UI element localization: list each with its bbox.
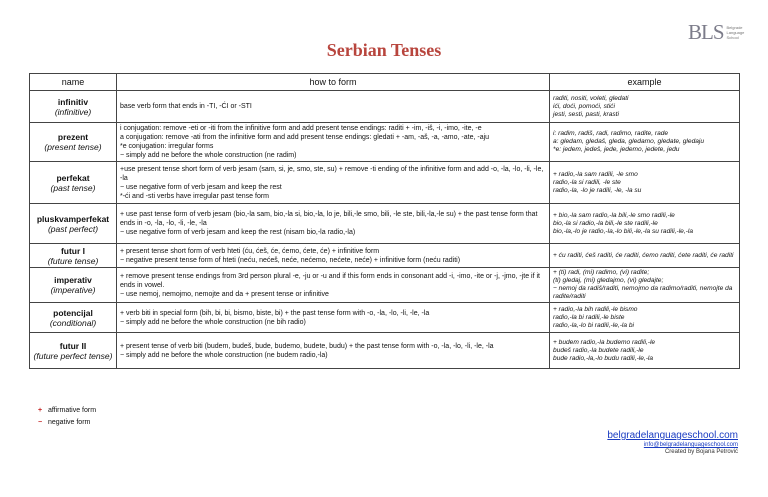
legend-negative-label: negative form: [47, 419, 91, 426]
example-line: a: gledam, gledaš, gleda, gledamo, gledate, gledaju: [553, 138, 705, 145]
how-to-form-cell: [117, 244, 550, 268]
how-to-form-cell: [117, 123, 550, 162]
tense-name: imperativ: [54, 275, 92, 285]
tense-name: prezent: [57, 132, 89, 142]
example-line: bude radio,-la,-lo budu radili,-le,-la: [553, 354, 654, 362]
rule-line: + present tense short form of verb hteti (ću, ćeš, će, ćemo, ćete, će) + infinitive form: [120, 247, 380, 255]
example-line: + (ti) radi, (mi) radimo, (vi) radite;: [553, 269, 650, 276]
header-how: how to form: [117, 74, 550, 91]
table-row: [30, 91, 740, 123]
footer: [607, 430, 738, 456]
tense-name-cell: [30, 123, 117, 162]
example-line: raditi, nositi, voleti, gledati: [553, 94, 629, 102]
rule-line: − simply add ne before the whole construction (ne bih radio): [120, 318, 306, 326]
tense-english-name: (conditional): [49, 317, 97, 328]
tense-name-cell: [30, 244, 117, 268]
tense-name-cell: [30, 204, 117, 244]
tense-english-name: (past perfect): [47, 223, 99, 234]
table-row: [30, 123, 740, 162]
rule-line: + remove present tense endings from 3rd person plural -e, -ju or -u and if this form ends in consonant add -i, -imo, -ite or -j, -jmo, -jte if it ends in vowel.: [120, 272, 540, 289]
table-row: [30, 162, 740, 204]
table-row: [30, 268, 740, 303]
rule-line: + present tense of verb biti (budem, budeš, bude, budemo, budete, budu) + the past tense form with -o, -la, -lo, -li, -le, -la: [120, 342, 494, 350]
legend-negative: [38, 417, 96, 429]
tense-name: infinitiv: [57, 96, 89, 107]
table-row: [30, 303, 740, 333]
example-line: radio,-la bi radili,-le biste: [553, 313, 625, 321]
example-line: radio,-la, -lo je radili, -le, -la su: [553, 186, 642, 194]
example-line: (ti) gledaj, (mi) gledajmo, (vi) gledajte;: [553, 277, 664, 284]
logo-subtitle: Belgrade Language School: [726, 25, 745, 40]
tense-name-cell: [30, 162, 117, 204]
header-name: name: [30, 74, 117, 91]
rule-line: − use negative form of verb jesam and keep the rest (nisam bio,-la radio,-la): [120, 229, 356, 236]
example-line: + ću raditi, ćeš raditi, će raditi, ćemo raditi, ćete raditi, će raditi: [553, 251, 734, 259]
tense-name: futur I: [60, 245, 86, 256]
example-line: − nemoj da radiš/raditi, nemojmo da radimo/raditi, nemojte da radite/raditi: [553, 285, 733, 300]
how-to-form-cell: [117, 333, 550, 369]
rule-line: + verb biti in special form (bih, bi, bi, bismo, biste, bi) + the past tense form with -o, -la, -lo, -li, -le, -la: [120, 309, 430, 317]
rule-line: − use negative form of verb jesam and keep the rest: [120, 183, 282, 191]
how-to-form-cell: [117, 91, 550, 123]
tense-name-cell: [30, 303, 117, 333]
example-cell: [550, 204, 740, 244]
rule-line: i conjugation: remove -eti or -iti from the infinitive form and add present tense endings: raditi + -im, -iš, -i, -imo, -ite, -e: [120, 125, 482, 132]
example-line: radio,-la si radili, -le ste: [553, 178, 621, 186]
example-line: + radio,-la sam radili, -le smo: [553, 170, 638, 178]
tense-name: perfekat: [56, 172, 90, 183]
credit-text: Created by Bojana Petrović: [664, 449, 738, 455]
example-cell: [550, 244, 740, 268]
legend: [38, 405, 96, 429]
how-to-form-cell: [117, 303, 550, 333]
table-header-row: [30, 74, 740, 91]
tense-name: potencijal: [53, 307, 93, 318]
example-line: + budem radio,-la budemo radili,-le: [553, 338, 656, 346]
table-row: [30, 244, 740, 268]
tenses-table: [29, 73, 740, 369]
example-line: radio,-la,-lo bi radili,-le,-la bi: [553, 321, 634, 329]
rule-line: − use nemoj, nemojmo, nemojte and da + present tense or infinitive: [120, 290, 329, 298]
example-cell: [550, 162, 740, 204]
example-cell: [550, 123, 740, 162]
how-to-form-cell: [117, 162, 550, 204]
tense-english-name: (past tense): [50, 182, 96, 193]
example-line: i: radim, radiš, radi, radimo, radite, rade: [553, 130, 669, 137]
rule-line: − simply add ne before the whole construction (ne budem radio,-la): [120, 351, 328, 359]
example-line: *e: jedem, jedeš, jede, jedemo, jedete, jedu: [553, 146, 680, 153]
example-cell: [550, 303, 740, 333]
example-cell: [550, 333, 740, 369]
tense-name-cell: [30, 91, 117, 123]
rule-line: +use present tense short form of verb jesam (sam, si, je, smo, ste, su) + remove -ti ending of the infinitive form and add -o, -la, -lo, -li, -le, -la: [120, 165, 544, 182]
rule-line: a conjugation: remove -ati from the infinitive form and add present tense endings: gledati + -am, -aš, -a, -amo, -ate, -aju: [120, 134, 490, 141]
tense-english-name: (present tense): [44, 142, 102, 152]
email-link[interactable]: info@belgradelanguageschool.com: [643, 442, 738, 448]
tense-english-name: (imperative): [50, 285, 96, 295]
tense-english-name: (future tense): [47, 255, 99, 266]
tense-name: futur II: [59, 340, 87, 351]
rule-line: base verb form that ends in -TI, -ĆI or -STI: [120, 103, 252, 110]
tense-english-name: (future perfect tense): [33, 350, 113, 361]
tense-english-name: (infinitive): [54, 106, 92, 117]
minus-symbol: −: [38, 419, 43, 426]
tense-name-cell: [30, 333, 117, 369]
plus-symbol: +: [38, 407, 43, 414]
legend-affirmative: [38, 405, 96, 417]
rule-line: − simply add ne before the whole construction (ne radim): [120, 152, 297, 159]
example-line: + bio,-la sam radio,-la bili,-le smo radili,-le: [553, 211, 675, 219]
table-row: [30, 204, 740, 244]
tense-name: pluskvamperfekat: [36, 213, 110, 224]
how-to-form-cell: [117, 268, 550, 303]
example-line: bio,-la si radio,-la bili,-le ste radili,-le: [553, 219, 658, 227]
example-line: jesti, sesti, pasti, krasti: [553, 110, 619, 118]
example-cell: [550, 268, 740, 303]
example-line: + radio,-la bih radili,-le bismo: [553, 305, 638, 313]
example-line: ići, doći, pomoći, stići: [553, 102, 615, 110]
how-to-form-cell: [117, 204, 550, 244]
tense-name-cell: [30, 268, 117, 303]
rule-line: − negative present tense form of hteti (neću, nećeš, neće, nećemo, nećete, neće) + infinitive form (neću raditi): [120, 256, 461, 264]
legend-affirmative-label: affirmative form: [47, 407, 97, 414]
rule-line: *-ći and -sti verbs have irregular past tense form: [120, 192, 270, 200]
header-example: example: [550, 74, 740, 91]
example-line: budeš radio,-la budete radili,-le: [553, 346, 644, 354]
page-title: Serbian Tenses: [326, 40, 442, 60]
example-cell: [550, 91, 740, 123]
website-link[interactable]: belgradelanguageschool.com: [607, 430, 738, 441]
rule-line: *e conjugation: irregular forms: [120, 143, 214, 150]
rule-line: + use past tense form of verb jesam (bio,-la sam, bio,-la si, bio,-la, lo je, bili,-le smo, bili, -le ste, bili,-la,-le su) + the past tense form that ends in -o, -la, -lo, -li, -le, -la: [120, 211, 538, 227]
table-row: [30, 333, 740, 369]
example-line: bio,-la,-lo je radio,-la,-lo bili,-le,-la su radili,-le,-la: [553, 227, 693, 235]
logo-mark: BLS: [688, 20, 724, 44]
